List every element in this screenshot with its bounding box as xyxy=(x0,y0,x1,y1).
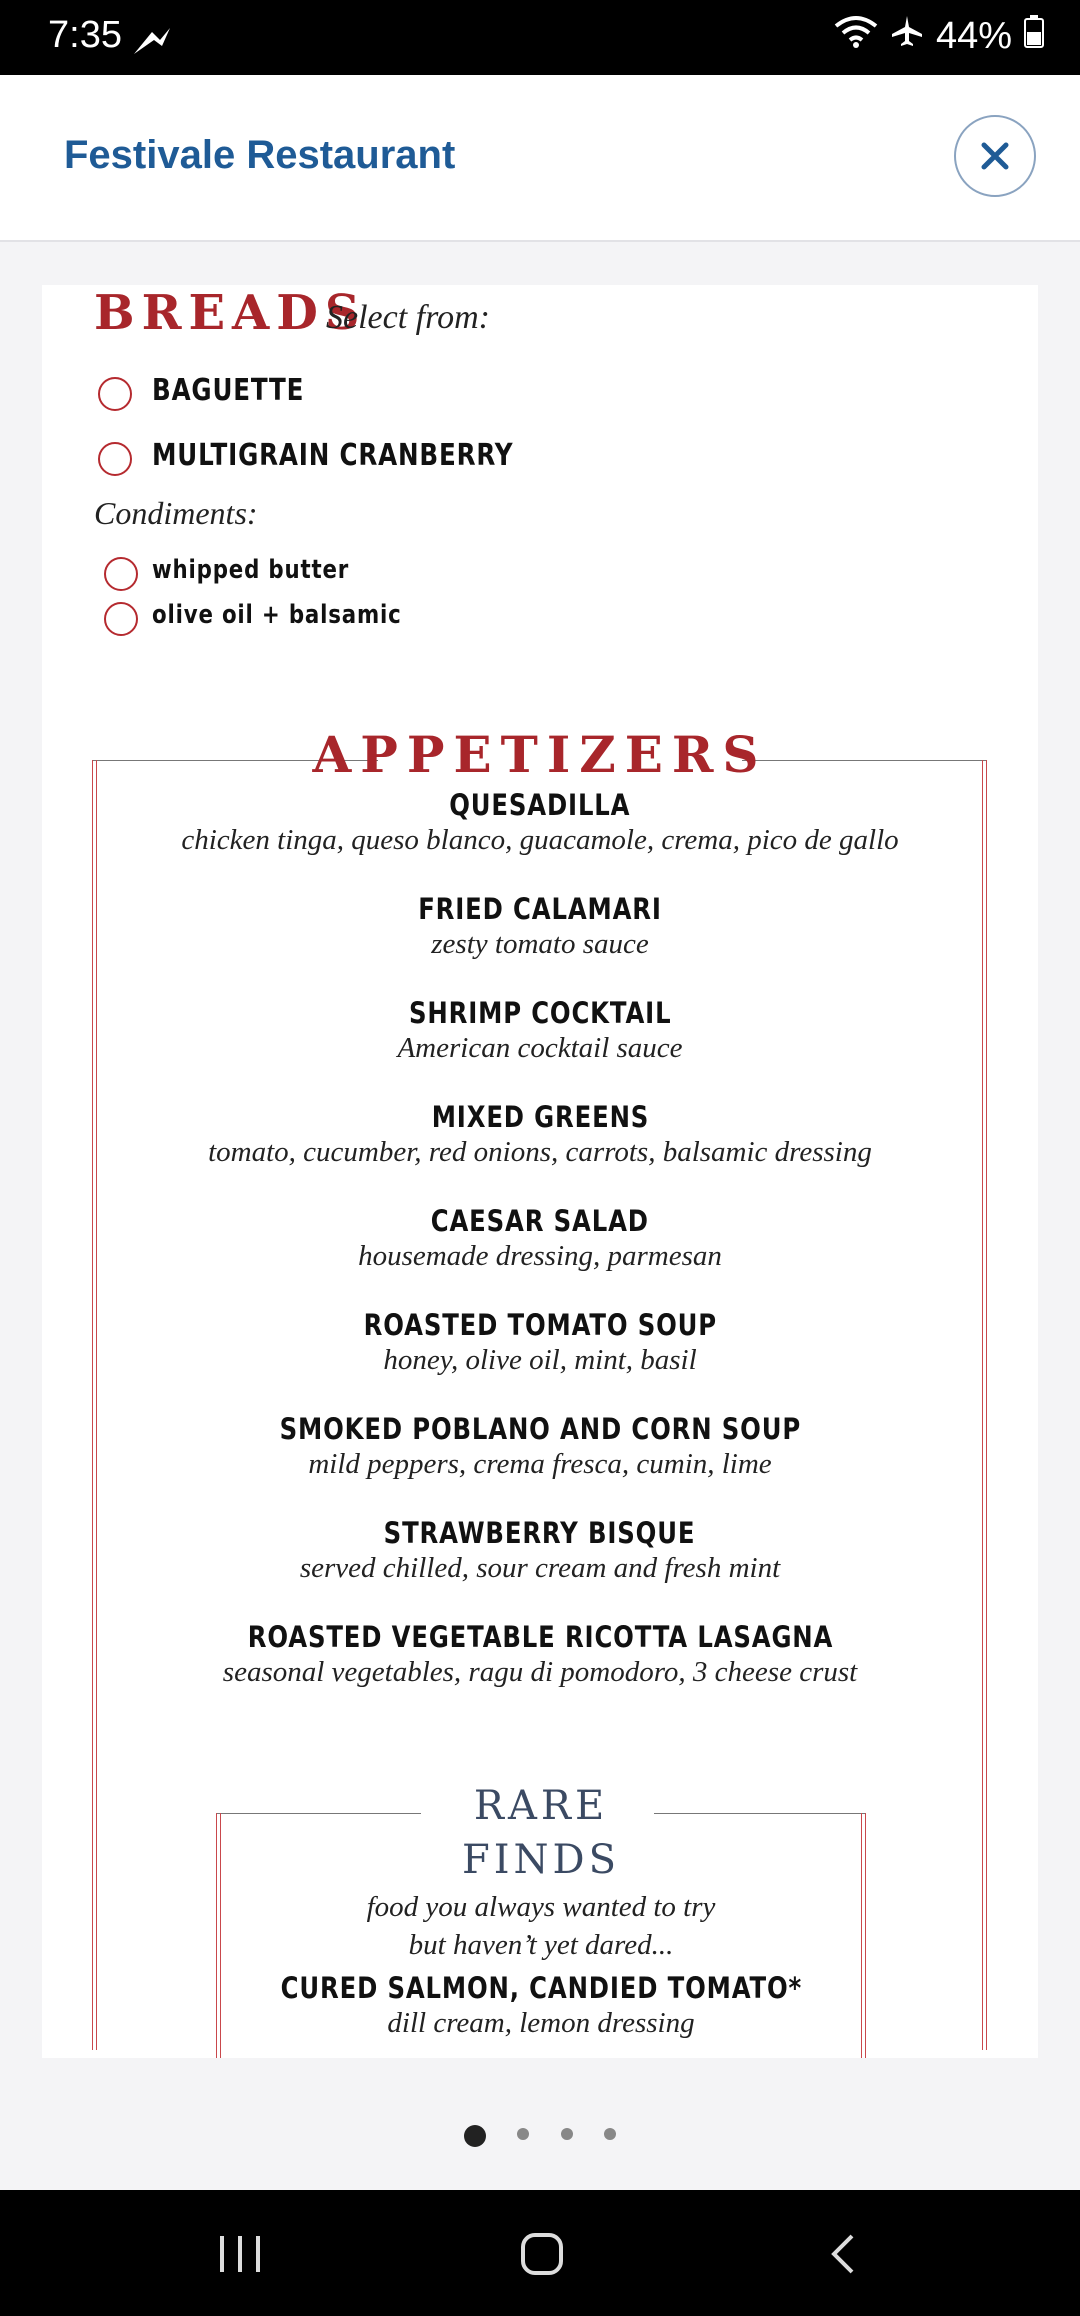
menu-item xyxy=(102,1204,978,1273)
page-dot[interactable] xyxy=(604,2128,616,2140)
page-title: Festivale Restaurant xyxy=(64,133,456,177)
status-time: 7:35 xyxy=(48,14,122,56)
menu-item-desc: honey, olive oil, mint, basil xyxy=(383,1344,697,1376)
menu-item-name: STRAWBERRY BISQUE xyxy=(384,1516,696,1550)
rare-finds-heading-line: FINDS xyxy=(461,1837,621,1883)
menu-page xyxy=(42,285,1038,2058)
frame-border-right xyxy=(982,760,987,2050)
rare-finds-subtitle-line: but haven’t yet dared... xyxy=(408,1929,674,1961)
menu-item xyxy=(216,1971,866,2040)
close-button[interactable] xyxy=(954,115,1036,197)
wifi-icon xyxy=(834,14,878,58)
page-indicator xyxy=(0,2058,1080,2190)
rare-finds-subtitle-line: food you always wanted to try xyxy=(366,1891,716,1923)
page-dot-active[interactable] xyxy=(464,2125,486,2147)
menu-item-desc: American cocktail sauce xyxy=(397,1032,683,1064)
menu-item-name: FRIED CALAMARI xyxy=(418,892,662,926)
radio-whipped-butter[interactable] xyxy=(104,557,138,591)
menu-item-desc: housemade dressing, parmesan xyxy=(358,1240,722,1272)
menu-item-desc: dill cream, lemon dressing xyxy=(387,2007,695,2039)
navigation-bar xyxy=(0,2190,1080,2316)
breads-heading: BREADS xyxy=(94,285,367,341)
menu-item-desc: chicken tinga, queso blanco, guacamole, crema, pico de gallo xyxy=(181,824,899,856)
menu-item-name: CAESAR SALAD xyxy=(430,1204,650,1238)
radio-olive-oil-balsamic[interactable] xyxy=(104,602,138,636)
menu-item-desc: served chilled, sour cream and fresh mint xyxy=(299,1552,781,1584)
rare-finds-box xyxy=(216,1783,866,2058)
condiment-option-label: whipped butter xyxy=(152,555,350,585)
status-bar xyxy=(0,0,1080,75)
airplane-icon xyxy=(890,14,924,58)
menu-item-desc: zesty tomato sauce xyxy=(431,928,649,960)
menu-item xyxy=(102,1620,978,1689)
menu-item-desc: tomato, cucumber, red onions, carrots, balsamic dressing xyxy=(208,1136,872,1168)
rare-finds-subtitle xyxy=(216,1888,866,1964)
rare-finds-heading xyxy=(216,1779,866,1887)
battery-percent: 44% xyxy=(935,14,1012,57)
home-icon[interactable] xyxy=(520,2232,564,2281)
menu-item xyxy=(102,1412,978,1481)
menu-item-name: QUESADILLA xyxy=(449,788,631,822)
menu-item-desc: mild peppers, crema fresca, cumin, lime xyxy=(308,1448,772,1480)
appetizers-heading: APPETIZERS xyxy=(312,725,768,784)
menu-item xyxy=(102,1308,978,1377)
battery-icon xyxy=(1024,14,1044,58)
condiments-label: Condiments: xyxy=(94,495,258,531)
breads-select-from: Select from: xyxy=(326,299,490,336)
menu-item xyxy=(102,892,978,961)
menu-item xyxy=(102,788,978,857)
menu-item-name: SMOKED POBLANO AND CORN SOUP xyxy=(279,1412,801,1446)
close-x-icon xyxy=(980,141,1010,171)
app-header xyxy=(0,75,1080,242)
notification-icon xyxy=(132,26,172,61)
menu-item-name: ROASTED TOMATO SOUP xyxy=(363,1308,717,1342)
recent-apps-icon[interactable] xyxy=(218,2234,262,2279)
menu-item xyxy=(102,1100,978,1169)
status-right xyxy=(834,14,1044,58)
menu-viewer[interactable] xyxy=(0,242,1080,2058)
menu-item-name: SHRIMP COCKTAIL xyxy=(408,996,672,1030)
bread-option-label: BAGUETTE xyxy=(152,373,305,408)
menu-item xyxy=(102,1516,978,1585)
menu-item xyxy=(102,996,978,1065)
bread-option-label: MULTIGRAIN CRANBERRY xyxy=(152,438,514,473)
rare-finds-heading-line: RARE xyxy=(473,1783,609,1829)
back-icon[interactable] xyxy=(828,2232,858,2281)
radio-baguette[interactable] xyxy=(98,377,132,411)
frame-border-left xyxy=(92,760,97,2050)
menu-item-name: CURED SALMON, CANDIED TOMATO* xyxy=(280,1971,802,2005)
menu-item-name: ROASTED VEGETABLE RICOTTA LASAGNA xyxy=(247,1620,833,1654)
page-dot[interactable] xyxy=(517,2128,529,2140)
radio-multigrain-cranberry[interactable] xyxy=(98,442,132,476)
page-dot[interactable] xyxy=(561,2128,573,2140)
menu-item-name: MIXED GREENS xyxy=(431,1100,649,1134)
condiment-option-label: olive oil + balsamic xyxy=(152,600,402,630)
menu-item-desc: seasonal vegetables, ragu di pomodoro, 3 cheese crust xyxy=(222,1656,858,1688)
